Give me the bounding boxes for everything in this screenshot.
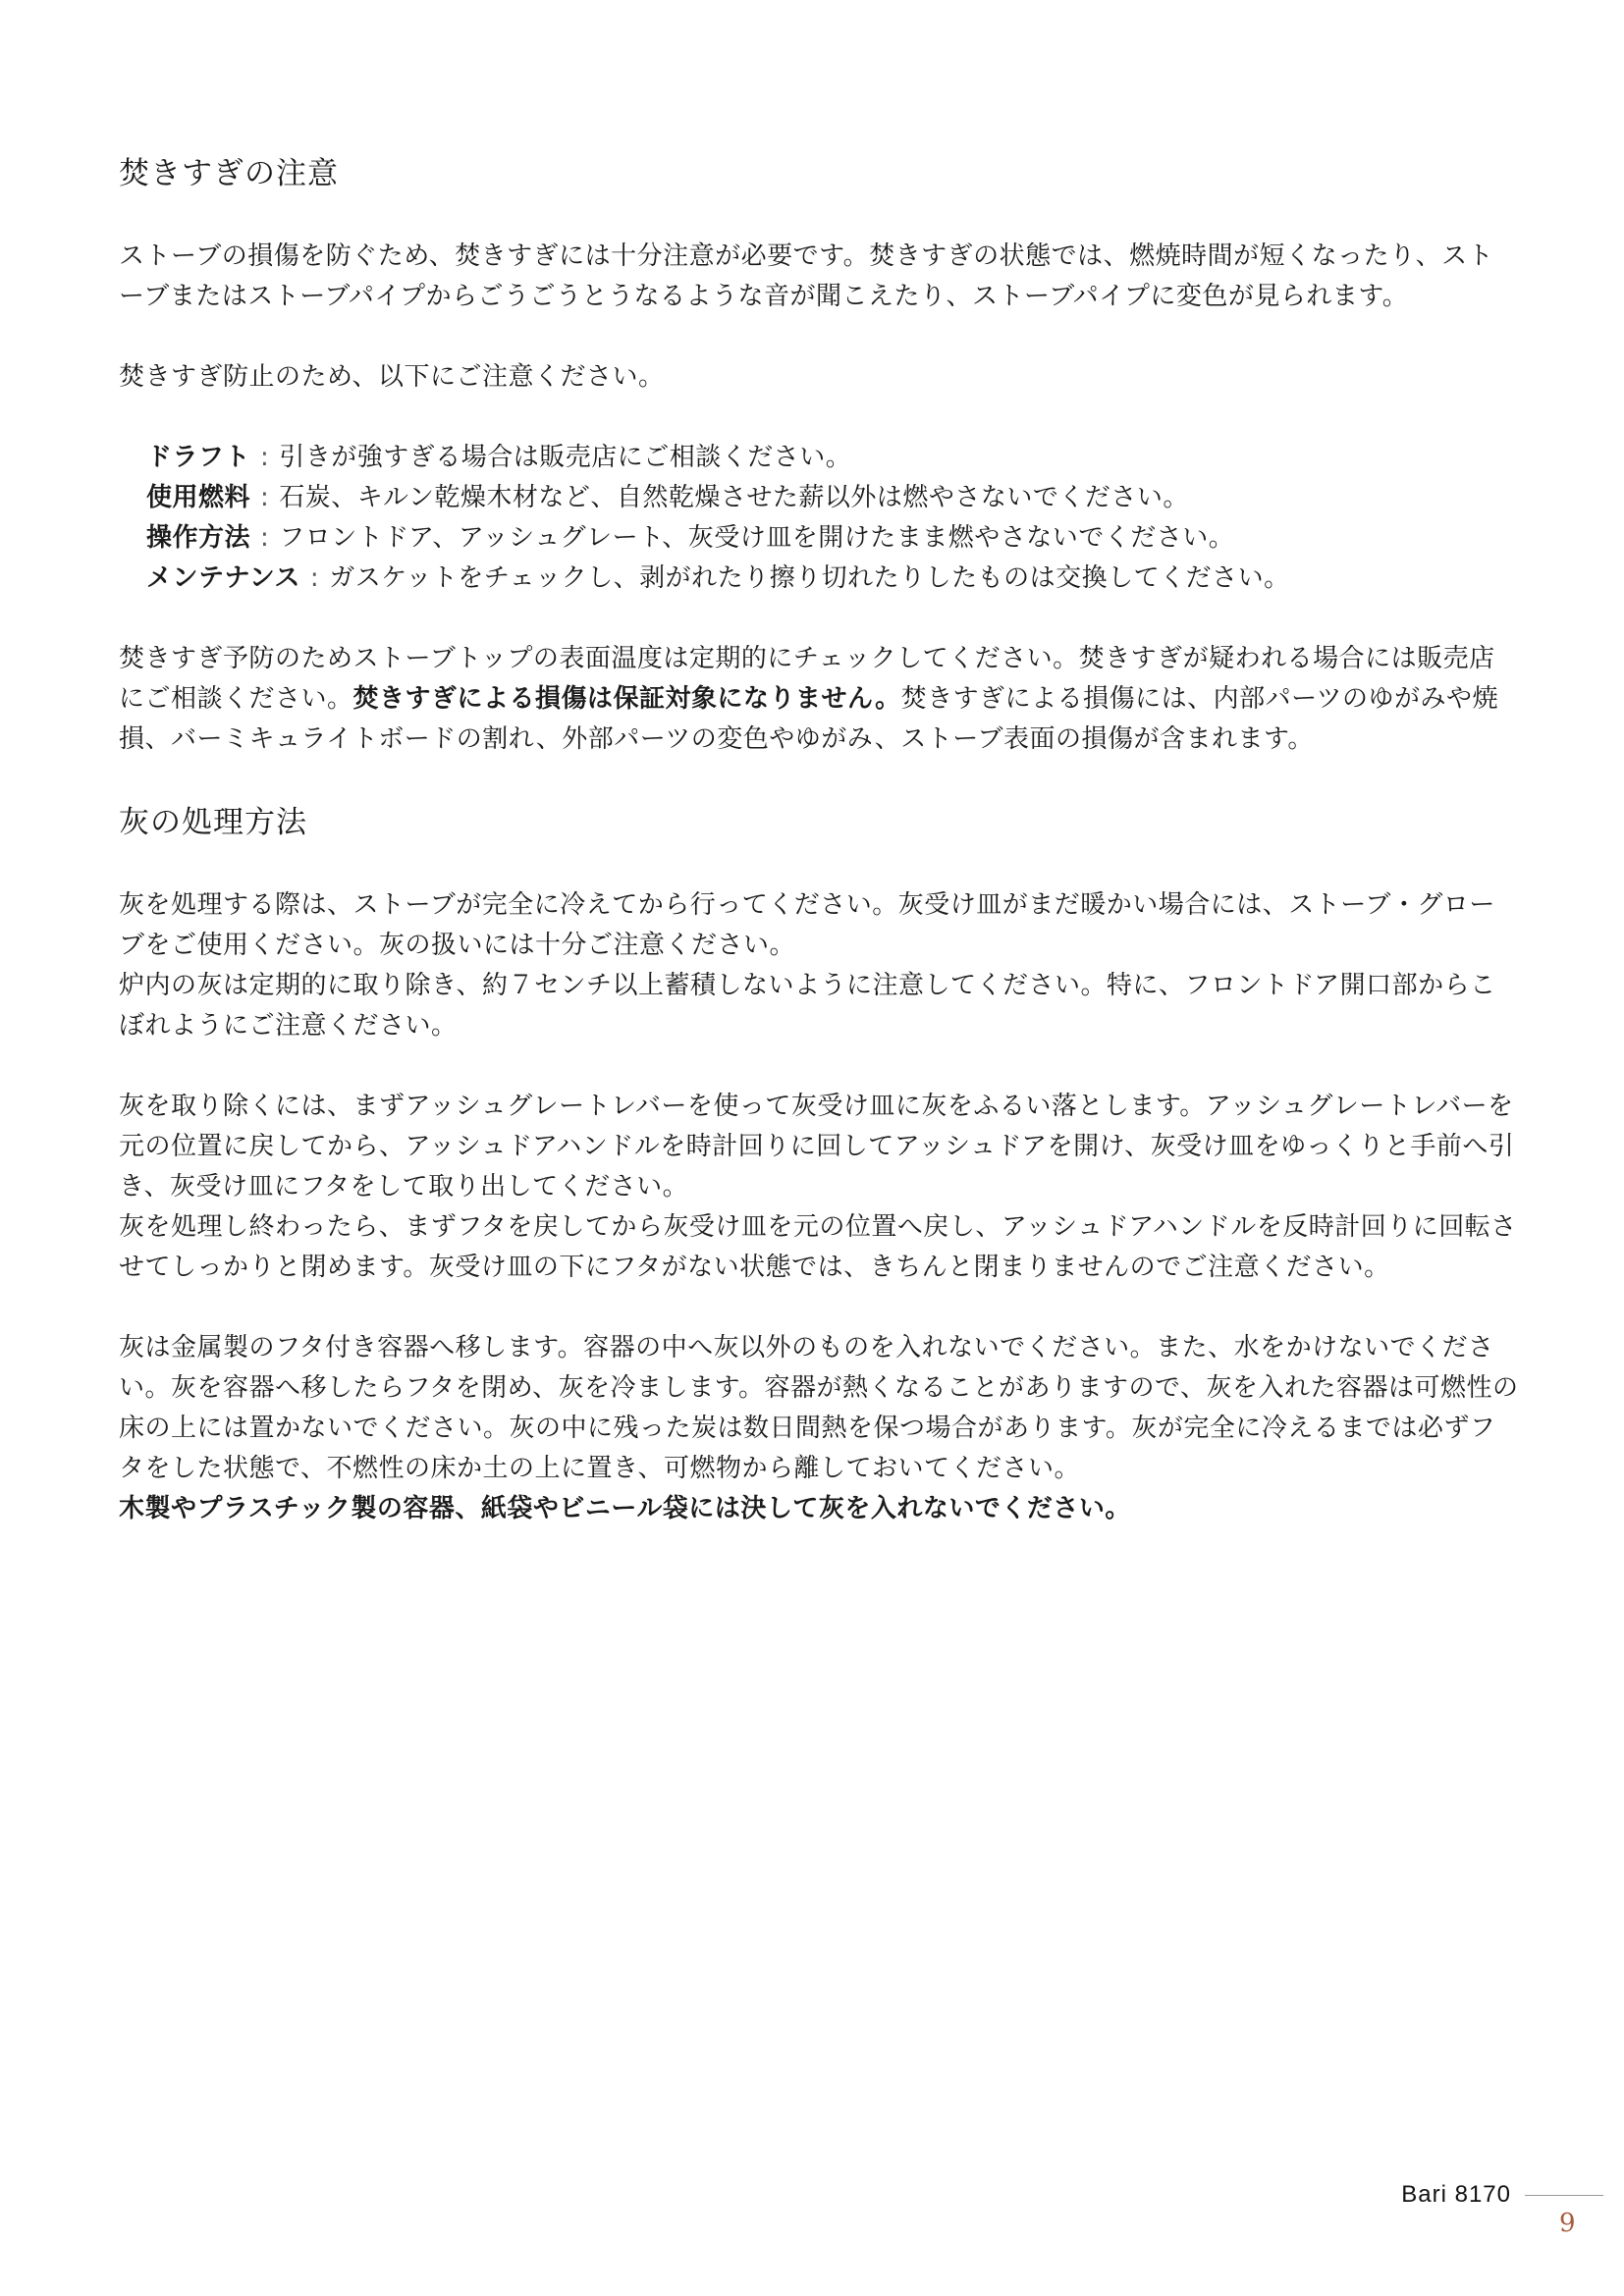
list-item	[146, 559, 1519, 599]
overfire-check-text-b: 焚きすぎによる損傷には、内部パーツのゆがみや焼損、バーミキュライトボードの割れ、外部パーツの変色やゆがみ、ストーブ表面の損傷が含まれます。	[119, 684, 1499, 754]
footer-divider	[1525, 2195, 1603, 2196]
ash-intro-line-2: 炉内の灰は定期的に取り除き、約７センチ以上蓄積しないように注意してください。特に、フロントドア開口部からこぼれようにご注意ください。	[119, 971, 1496, 1041]
prevention-list	[119, 438, 1519, 599]
list-item-term: 操作方法	[146, 523, 251, 553]
list-separator: :	[260, 523, 270, 553]
list-item-term: ドラフト	[146, 443, 251, 472]
list-item-desc: 石炭、キルン乾燥木材など、自然乾燥させた薪以外は燃やさないでください。	[279, 483, 1189, 512]
paragraph-overfire-prevention: 焚きすぎ防止のため、以下にご注意ください。	[119, 362, 665, 392]
footer-model-name: Bari 8170	[1401, 2181, 1511, 2208]
list-item-desc: フロントドア、アッシュグレート、灰受け皿を開けたまま燃やさないでください。	[279, 523, 1235, 553]
list-separator: :	[260, 483, 270, 512]
document-body	[119, 152, 1519, 1529]
list-item	[146, 518, 1519, 559]
overfire-check-text-a: 焚きすぎ予防のためストーブトップの表面温度は定期的にチェックしてください。焚きすぎが疑われる場合には販売店にご相談ください。	[119, 644, 1495, 714]
paragraph-overfire-check	[119, 639, 1519, 760]
list-item-desc: ガスケットをチェックし、剥がれたり擦り切れたりしたものは交換してください。	[329, 563, 1290, 593]
list-separator: :	[309, 563, 320, 593]
ash-removal-line-2: 灰を処理し終わったら、まずフタを戻してから灰受け皿を元の位置へ戻し、アッシュドアハンドルを反時計回りに回転させてしっかりと閉めます。灰受け皿の下にフタがない状態では、きちんと閉まりませんのでご注意ください。	[119, 1212, 1517, 1282]
paragraph-overfire-intro: ストーブの損傷を防ぐため、焚きすぎには十分注意が必要です。焚きすぎの状態では、燃焼時間が短くなったり、ストーブまたはストーブパイプからごうごうとうなるような音が聞こえたり、ストーブパイプに変色が見られます。	[119, 241, 1494, 311]
paragraph-ash-disposal	[119, 1328, 1519, 1529]
section-title-overfire: 焚きすぎの注意	[119, 156, 339, 191]
page-number: 9	[1559, 2209, 1576, 2238]
list-item-term: メンテナンス	[146, 563, 300, 593]
paragraph-ash-intro	[119, 885, 1519, 1046]
paragraph-ash-removal	[119, 1087, 1519, 1288]
list-separator: :	[260, 443, 270, 472]
ash-disposal-text: 灰は金属製のフタ付き容器へ移します。容器の中へ灰以外のものを入れないでください。また、水をかけないでください。灰を容器へ移したらフタを閉め、灰を冷まします。容器が熱くなることがありますので、灰を入れた容器は可燃性の床の上には置かないでください。灰の中に残った炭は数日間熱を保つ場合があります。灰が完全に冷えるまでは必ずフタをした状態で、不燃性の床か土の上に置き、可燃物から離しておいてください。	[119, 1333, 1519, 1483]
container-warning: 木製やプラスチック製の容器、紙袋やビニール袋には決して灰を入れないでください。	[119, 1494, 1131, 1523]
ash-intro-line-1: 灰を処理する際は、ストーブが完全に冷えてから行ってください。灰受け皿がまだ暖かい場合には、ストーブ・グローブをご使用ください。灰の扱いには十分ご注意ください。	[119, 890, 1495, 960]
warranty-warning: 焚きすぎによる損傷は保証対象になりません。	[352, 684, 901, 714]
section-title-ash: 灰の処理方法	[119, 805, 307, 840]
list-item	[146, 438, 1519, 478]
list-item-term: 使用燃料	[146, 483, 251, 512]
list-item-desc: 引きが強すぎる場合は販売店にご相談ください。	[279, 443, 852, 472]
ash-removal-line-1: 灰を取り除くには、まずアッシュグレートレバーを使って灰受け皿に灰をふるい落とします。アッシュグレートレバーを元の位置に戻してから、アッシュドアハンドルを時計回りに回してアッシュドアを開け、灰受け皿をゆっくりと手前へ引き、灰受け皿にフタをして取り出してください。	[119, 1092, 1515, 1201]
list-item	[146, 478, 1519, 518]
